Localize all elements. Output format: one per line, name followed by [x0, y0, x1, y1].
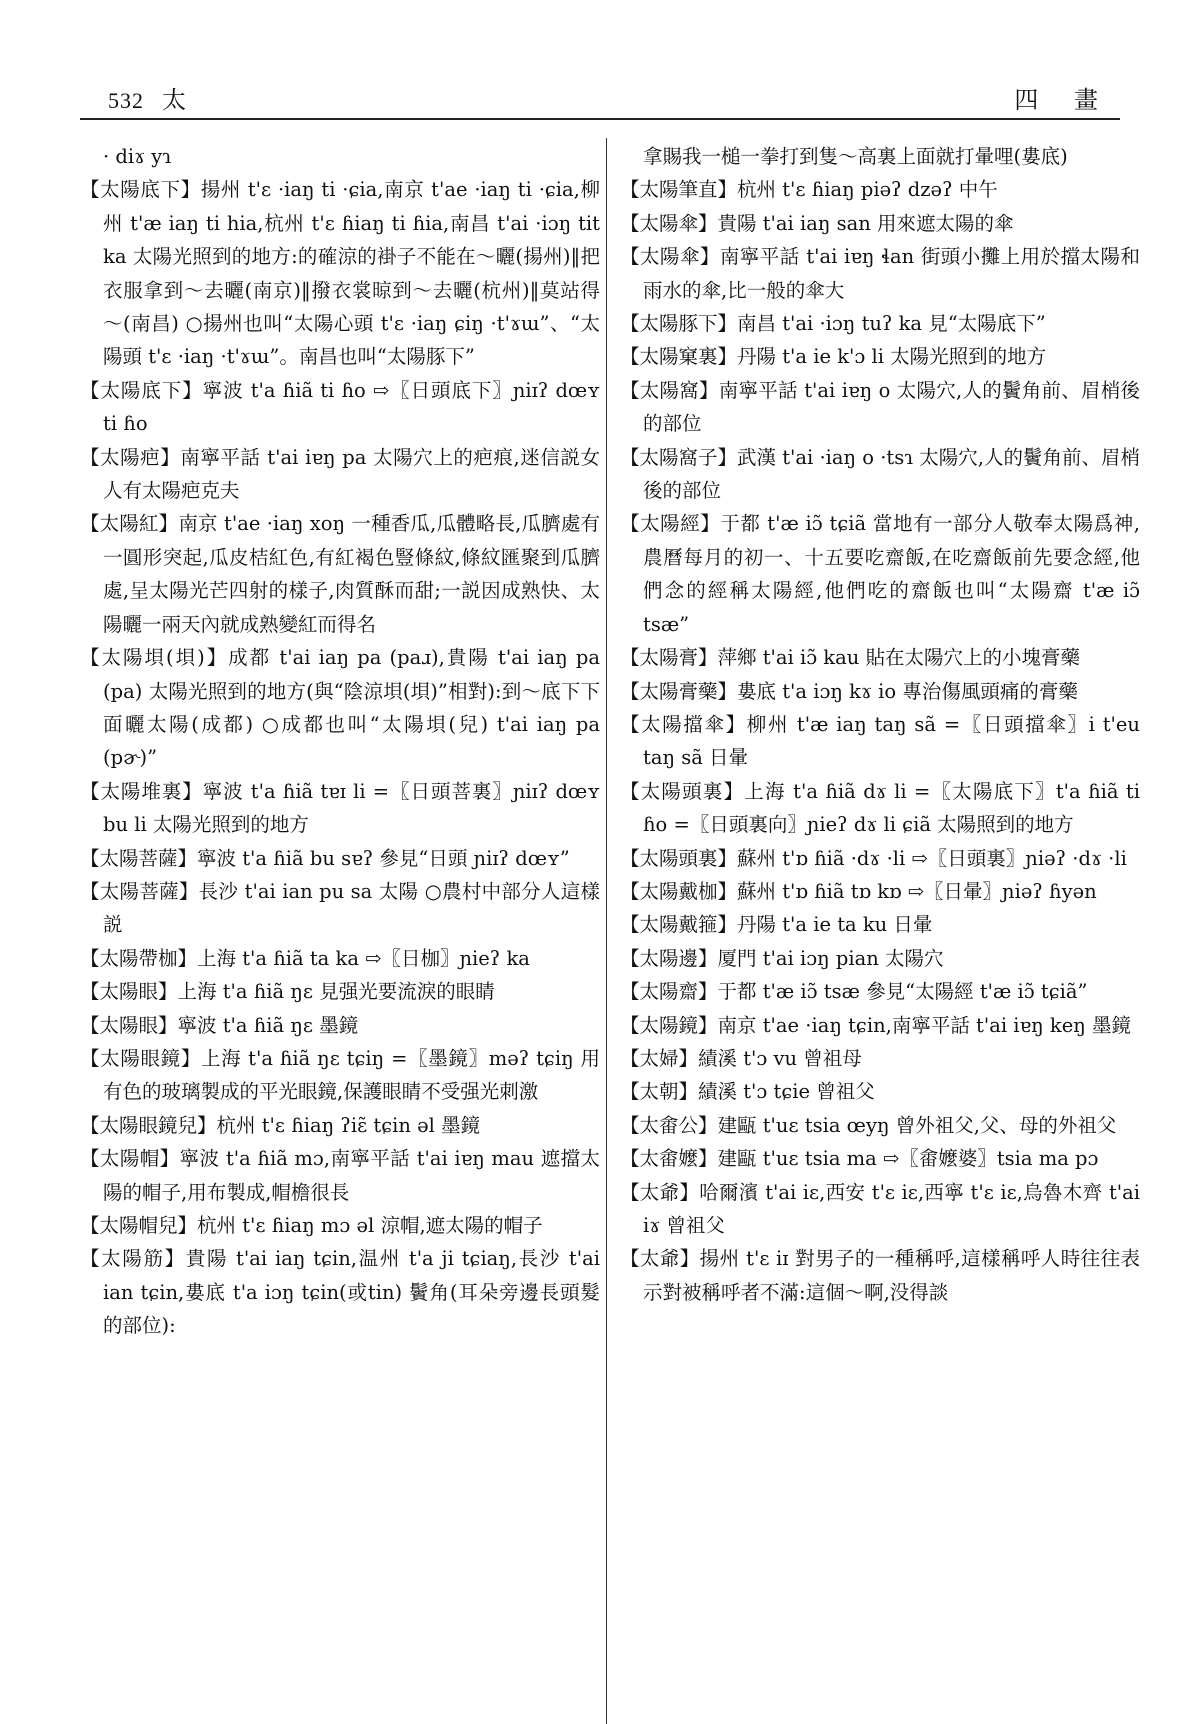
- entry-continuation: · diɤ yɿ: [103, 145, 172, 168]
- dictionary-entry: 【太朝】績溪 t'ɔ tɕie 曾祖父: [620, 1080, 875, 1104]
- dictionary-entry: 【太陽眼鏡兒】杭州 t'ɛ ɦiaŋ ʔiɛ̃ tɕin əl 墨鏡: [80, 1113, 481, 1137]
- dictionary-entry: 【太陽傘】南寧平話 t'ai iɐŋ ɬan 街頭小攤上用於擋太陽和雨水的傘,比一般的傘大: [620, 245, 1140, 302]
- dictionary-entry: 【太陽頭裏】蘇州 t'ɒ ɦiã ·dɤ ·li ⇨〖日頭裏〗ɲiəʔ ·dɤ ·li: [620, 846, 1127, 870]
- dictionary-entry: 【太陽紅】南京 t'ae ·iaŋ xoŋ 一種香瓜,瓜體略長,瓜臍處有一圓形突起,瓜皮桔紅色,有紅褐色豎條紋,條紋匯聚到瓜臍處,呈太陽光芒四射的樣子,肉質酥而甜;一説因成熟快、太陽曬一兩天內就成熟變紅而得名: [80, 512, 600, 636]
- dictionary-entry: 【太陽豚下】南昌 t'ai ·iɔŋ tuʔ ka 見“太陽底下”: [620, 312, 1046, 336]
- left-column: [80, 140, 600, 1720]
- dictionary-entry: 【太畬嬤】建甌 t'uɛ tsia ma ⇨〖畬嬤婆〗tsia ma pɔ: [620, 1147, 1099, 1171]
- dictionary-entry: 【太爺】哈爾濱 t'ai iɛ,西安 t'ɛ iɛ,西寧 t'ɛ iɛ,烏魯木齊 t'ai iɤ 曾祖父: [620, 1180, 1140, 1237]
- dictionary-entry: 【太陽齋】于都 t'æ iɔ̃ tsæ 參見“太陽經 t'æ iɔ̃ tɕiã”: [620, 980, 1088, 1004]
- dictionary-entry: 【太陽戴枷】蘇州 t'ɒ ɦiã tɒ kɒ ⇨〖日暈〗ɲiəʔ ɦyən: [620, 879, 1097, 903]
- dictionary-entry: 【太陽底下】揚州 t'ɛ ·iaŋ ti ·ɕia,南京 t'ae ·iaŋ ti ·ɕia,柳州 t'æ iaŋ ti hia,杭州 t'ɛ ɦiaŋ ti ɦia,南昌 t'ai ·iɔŋ tit ka 太陽光照到的地方:的確涼的褂子不能在～曬(揚州)‖把衣服拿到～去曬(南京)‖撥衣裳晾到～去曬(杭州)‖莫站得～(南昌) ○揚州也叫“太陽心頭 t'ɛ ·iaŋ ɕiŋ ·t'ɤɯ”、“太陽頭 t'ɛ ·iaŋ ·t'ɤɯ”。南昌也叫“太陽豚下”: [80, 178, 600, 369]
- dictionary-entry: 【太陽窩子】武漢 t'ai ·iaŋ o ·tsɿ 太陽穴,人的鬢角前、眉梢後的部位: [620, 445, 1140, 503]
- dictionary-entry: 【太陽擋傘】柳州 t'æ iaŋ taŋ sã =〖日頭擋傘〗i t'eu taŋ sã 日暈: [620, 712, 1140, 770]
- dictionary-entry: 【太陽窠裏】丹陽 t'a ie k'ɔ li 太陽光照到的地方: [620, 345, 1047, 369]
- dictionary-entry: 【太婦】績溪 t'ɔ vu 曾祖母: [620, 1046, 862, 1070]
- dictionary-entry: 【太陽筋】貴陽 t'ai iaŋ tɕin,温州 t'a ji tɕiaŋ,長沙 t'ai ian tɕin,婁底 t'a iɔŋ tɕin(或tin) 鬢角(耳朵旁邊長頭髮的部位):: [80, 1247, 600, 1338]
- section-title: 四 畫: [1014, 86, 1112, 114]
- page-header: [80, 70, 1120, 120]
- dictionary-entry: 【太陽膏】萍鄉 t'ai iɔ̃ kau 貼在太陽穴上的小塊膏藥: [620, 646, 1081, 670]
- dictionary-entry: 【太陽帽】寧波 t'a ɦiã mɔ,南寧平話 t'ai iɐŋ mau 遮擋太陽的帽子,用布製成,帽檐很長: [80, 1147, 600, 1204]
- dictionary-entry: 【太陽眼鏡】上海 t'a ɦiã ŋɛ tɕiŋ =〖墨鏡〗məʔ tɕiŋ 用有色的玻璃製成的平光眼鏡,保護眼睛不受强光刺激: [80, 1046, 600, 1104]
- dictionary-entry: 【太陽膏藥】婁底 t'a iɔŋ kɤ io 專治傷風頭痛的膏藥: [620, 679, 1078, 703]
- dictionary-entry: 【太陽底下】寧波 t'a ɦiã ti ɦo ⇨〖日頭底下〗ɲiɪʔ dœʏ ti ɦo: [80, 378, 600, 436]
- dictionary-entry: 【太陽疤】南寧平話 t'ai iɐŋ pa 太陽穴上的疤痕,迷信説女人有太陽疤克夫: [80, 445, 600, 503]
- dictionary-entry: 【太陽窩】南寧平話 t'ai iɐŋ o 太陽穴,人的鬢角前、眉梢後的部位: [620, 378, 1140, 436]
- dictionary-entry: 【太陽帶枷】上海 t'a ɦiã ta ka ⇨〖日枷〗ɲieʔ ka: [80, 946, 530, 970]
- right-column: [620, 140, 1140, 1720]
- dictionary-entry: 【太陽傘】貴陽 t'ai iaŋ san 用來遮太陽的傘: [620, 211, 1014, 235]
- page-number: 532: [108, 88, 144, 113]
- dictionary-entry: 【太陽經】于都 t'æ iɔ̃ tɕiã 當地有一部分人敬奉太陽爲神,農曆每月的初一、十五要吃齋飯,在吃齋飯前先要念經,他們念的經稱太陽經,他們吃的齋飯也叫“太陽齋 t'æ iɔ̃ tsæ”: [620, 512, 1140, 636]
- dictionary-entry: 【太陽眼】寧波 t'a ɦiã ŋɛ 墨鏡: [80, 1013, 359, 1037]
- dictionary-entry: 【太陽帽兒】杭州 t'ɛ ɦiaŋ mɔ əl 涼帽,遮太陽的帽子: [80, 1214, 543, 1237]
- dictionary-entry: 【太陽邊】厦門 t'ai iɔŋ pian 太陽穴: [620, 946, 944, 970]
- dictionary-entry: 【太陽頭裏】上海 t'a ɦiã dɤ li =〖太陽底下〗t'a ɦiã ti ɦo =〖日頭裏向〗ɲieʔ dɤ li ɕiã 太陽照到的地方: [620, 779, 1140, 837]
- dictionary-entry: 【太陽筆直】杭州 t'ɛ ɦiaŋ piəʔ dzəʔ 中午: [620, 178, 998, 202]
- dictionary-entry: 【太陽垻(垻)】成都 t'ai iaŋ pa (paɹ),貴陽 t'ai iaŋ pa (pa) 太陽光照到的地方(與“陰涼垻(垻)”相對):到～底下下面曬太陽(成都) ○成都也叫“太陽垻(兒) t'ai iaŋ pa (pɚ)”: [80, 646, 600, 770]
- entry-continuation: 拿賜我一槌一拳打到隻～高裏上面就打暈哩(婁底): [643, 145, 1068, 168]
- dictionary-entry: 【太陽菩薩】長沙 t'ai ian pu sa 太陽 ○農村中部分人這樣説: [80, 879, 600, 937]
- header-left: [108, 80, 187, 115]
- dictionary-entry: 【太陽堆裏】寧波 t'a ɦiã tɐɪ li =〖日頭菩裏〗ɲiɪʔ dœʏ bu li 太陽光照到的地方: [80, 779, 600, 837]
- dictionary-entry: 【太畬公】建甌 t'uɛ tsia œyŋ 曾外祖父,父、母的外祖父: [620, 1113, 1117, 1137]
- dictionary-entry: 【太陽戴箍】丹陽 t'a ie ta ku 日暈: [620, 913, 933, 937]
- dictionary-entry: 【太爺】揚州 t'ɛ iɪ 對男子的一種稱呼,這樣稱呼人時往往表示對被稱呼者不滿:這個～啊,没得談: [620, 1247, 1140, 1304]
- column-divider: [606, 138, 607, 1724]
- dictionary-entry: 【太陽菩薩】寧波 t'a ɦiã bu sɐʔ 參見“日頭 ɲiɪʔ dœʏ”: [80, 846, 570, 870]
- dictionary-entry: 【太陽鏡】南京 t'ae ·iaŋ tɕin,南寧平話 t'ai iɐŋ keŋ 墨鏡: [620, 1013, 1132, 1037]
- header-radical: 太: [162, 86, 187, 114]
- dictionary-entry: 【太陽眼】上海 t'a ɦiã ŋɛ 見强光要流淚的眼睛: [80, 980, 495, 1004]
